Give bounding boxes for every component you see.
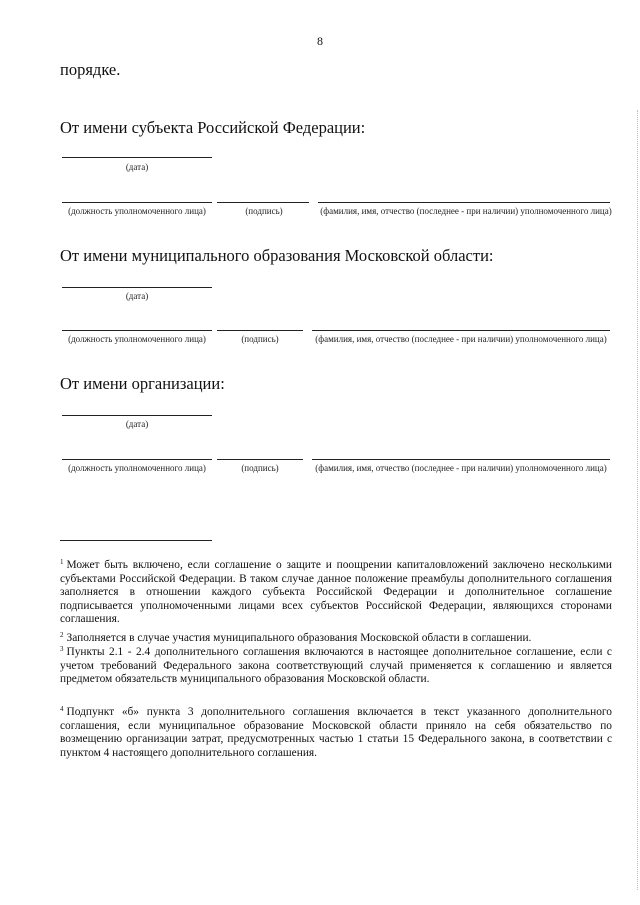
footnote-text: Заполняется в случае участия муниципального образования Московской области в соглашении. — [66, 632, 532, 644]
date-caption: (дата) — [125, 162, 149, 172]
footnote-3 — [60, 646, 612, 687]
block-heading: От имени муниципального образования Московской области: — [60, 246, 494, 265]
footnote-mark: 4 — [60, 705, 64, 713]
date-line — [62, 415, 212, 416]
date-caption: (дата) — [125, 419, 149, 429]
name-line — [318, 202, 610, 203]
name-caption: (фамилия, имя, отчество (последнее - при наличии) уполномоченного лица) — [315, 334, 607, 344]
footnote-separator — [60, 540, 212, 541]
date-line — [62, 287, 212, 288]
date-line — [62, 157, 212, 158]
page-number: 8 — [317, 34, 323, 48]
footnote-text: Пункты 2.1 - 2.4 дополнительного соглашения включаются в настоящее дополнительное соглашение, если с учетом требований Федерального закона соответствующий случай применяется к соглашению и является предметом обязательств муниципального образования Московской области. — [60, 646, 612, 686]
name-caption: (фамилия, имя, отчество (последнее - при наличии) уполномоченного лица) — [315, 463, 607, 473]
footnote-mark: 1 — [60, 558, 64, 566]
signature-caption: (подпись) — [245, 206, 283, 216]
position-line — [62, 202, 212, 203]
signature-line — [217, 330, 303, 331]
block-heading: От имени организации: — [60, 374, 225, 393]
position-caption: (должность уполномоченного лица) — [68, 463, 206, 473]
position-line — [62, 459, 212, 460]
scan-edge — [634, 110, 638, 890]
position-caption: (должность уполномоченного лица) — [68, 206, 206, 216]
position-line — [62, 330, 212, 331]
name-line — [312, 459, 610, 460]
footnote-2 — [60, 632, 612, 646]
name-caption: (фамилия, имя, отчество (последнее - при наличии) уполномоченного лица) — [320, 206, 612, 216]
name-line — [312, 330, 610, 331]
signature-caption: (подпись) — [241, 334, 279, 344]
footnote-mark: 3 — [60, 645, 64, 653]
footnote-text: Может быть включено, если соглашение о защите и поощрении капиталовложений заключено несколькими субъектами Российской Федерации. В таком случае данное положение преамбулы дополнительного соглашения заполняется в отношении каждого субъекта Российской Федерации и дополнительное соглашение подписывается уполномоченными лицами всех субъектов Российской Федерации, являющихся сторонами соглашения. — [60, 559, 612, 626]
signature-caption: (подпись) — [241, 463, 279, 473]
footnote-mark: 2 — [60, 631, 64, 639]
signature-line — [217, 202, 309, 203]
footnote-text: Подпункт «б» пункта 3 дополнительного соглашения включается в текст указанного дополнительного соглашения, если муниципальное образование Московской области приняло на себя обязательство по возмещению организации затрат, предусмотренных частью 1 статьи 15 Федерального закона, в соответствии с пунктом 4 настоящего дополнительного соглашения. — [60, 706, 612, 759]
lead-text: порядке. — [60, 60, 121, 79]
footnote-1 — [60, 559, 612, 627]
date-caption: (дата) — [125, 291, 149, 301]
position-caption: (должность уполномоченного лица) — [68, 334, 206, 344]
block-heading: От имени субъекта Российской Федерации: — [60, 118, 366, 137]
footnote-4 — [60, 706, 612, 760]
signature-line — [217, 459, 303, 460]
